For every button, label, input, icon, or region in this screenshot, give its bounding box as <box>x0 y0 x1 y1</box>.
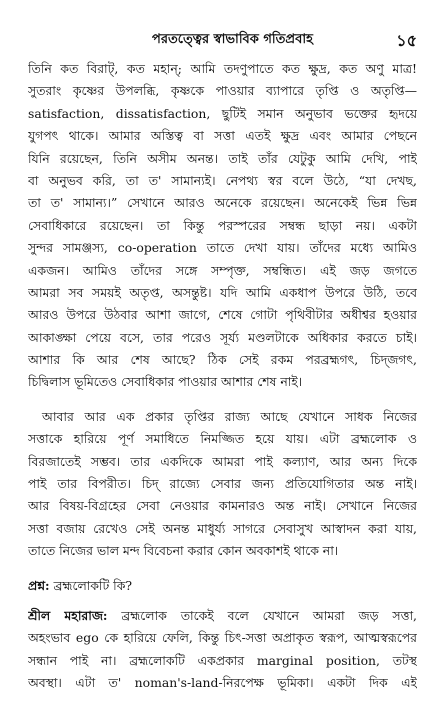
text-line: যুগপৎ থাকে। আমার অস্তিত্ব বা সত্তা এতই ক্ষুদ্র এবং আমার পেছনে <box>28 128 417 144</box>
text-line: সেবাধিকারে রয়েছেন। তা কিন্তু পরস্পরের সম্বন্ধ ছাড়া নয়। একটা <box>28 217 417 233</box>
text-line: আশার কি আর শেষ আছে? ঠিক সেই রকম পরব্রহ্মগৎ, চিদ্জগৎ, <box>28 352 417 368</box>
text-line: অহংভাব ego কে হারিয়ে ফেলি, কিন্তু চিৎ-সত্তা অপ্রাকৃত স্বরূপ, আত্মস্বরূপের <box>28 630 417 646</box>
text-line: অবস্থা। এটা ত' noman's-land-নিরপেক্ষ ভূমিকা। একটা দিক এই <box>28 675 417 691</box>
page-body <box>28 58 417 695</box>
text-line: সুতরাং কৃষ্ণের উপলব্ধি, কৃষ্ণকে পাওয়ার ব্যাপারে তৃপ্তি ও অতৃপ্তি— <box>28 83 417 99</box>
text-line: আরও উপরে উঠবার আশা জাগে, শেষে গোটা পৃথিবীটার অধীশ্বর হওয়ার <box>28 307 417 323</box>
text-line: আমরা সব সময়ই অতৃপ্ত, অসন্তুষ্ট। যদি আমি একধাপ উপরে উঠি, তবে <box>28 284 417 300</box>
running-title: পরতত্ত্বের স্বাভাবিক গতিপ্রবাহ <box>152 32 313 47</box>
section-gap <box>28 597 417 605</box>
text-line: satisfaction, dissatisfaction, ছুটিই সমান অনুভাব ভক্তের হৃদয়ে <box>28 105 417 121</box>
text-line: তা ত' সামান্য।” সেখানে আরও অনেকে রয়েছেন। অনেকেই ভিন্ন ভিন্ন <box>28 195 417 211</box>
paragraph-2 <box>28 406 417 563</box>
page-number: ১৫ <box>396 31 417 50</box>
text-line: তাতে নিজের ভাল মন্দ বিবেচনা করার কোন অবকাশই থাকে না। <box>28 543 339 559</box>
question-line <box>28 575 417 597</box>
answer-label: শ্রীল মহারাজ: <box>28 607 108 623</box>
text-line: তিনি কত বিরাট্, কত মহান্; আমি তদণুপাতে কত ক্ষুদ্র, কত অণু মাত্র! <box>28 61 417 76</box>
text-line: আর বিষয়-বিগ্রহের সেবা নেওয়ার কামনারও অন্ত নাই। সেখানে নিজের <box>28 498 417 514</box>
question-label: প্রশ্ন: <box>28 577 50 593</box>
text-line: চিদ্বিলাস ভূমিতেও সেবাধিকার পাওয়ার আশার শেষ নাই। <box>28 374 303 390</box>
answer <box>28 605 417 695</box>
text-line: যিনি রয়েছেন, তিনি অসীম অনন্ত। তাই তাঁর যেটুকু আমি দেখি, পাই <box>28 150 417 166</box>
text-line: ব্রহ্মলোক তাকেই বলে যেখানে আমরা জড় সত্তা, <box>121 607 417 623</box>
text-line: সত্তা বজায় রেখেও সেই অনন্ত মাধুর্য্য সাগরে সেবাসুখ আস্বাদন করা যায়, <box>28 520 417 536</box>
text-line: একজন। আমিও তাঁদের সঙ্গে সম্পৃক্ত, সম্বন্ধিত। এই জড় জগতে <box>28 262 417 278</box>
text-line: আকাঙ্ক্ষা পেয়ে বসে, তার পরেও সূর্য্য মণ্ডলটাকে অধিকার করতে চাই। <box>28 329 417 345</box>
page-header <box>28 28 417 50</box>
text-line: বা অনুভব করি, তা ত' সামান্যই। নেপথ্য স্বর বলে উঠে, “যা দেখছ, <box>28 172 417 188</box>
text-line: বিরজাতেই সম্ভব। তার একদিকে আমরা পাই কল্যাণ, আর অন্য দিকে <box>28 453 417 469</box>
paragraph-1 <box>28 58 417 394</box>
answer-first-line <box>28 605 417 627</box>
text-line: সুন্দর সামঞ্জস্য, co-operation তাতে দেখা যায়। তাঁদের মধ্যে আমিও <box>28 240 417 256</box>
text-line: আবার আর এক প্রকার তৃপ্তির রাজ্য আছে যেখানে সাধক নিজের <box>42 408 417 424</box>
paragraph-gap <box>28 394 417 406</box>
text-line: সন্ধান পাই না। ব্রহ্মলোকটি একপ্রকার marginal position, তটস্থ <box>28 652 417 668</box>
question-text: ব্রহ্মলোকটি কি? <box>53 577 133 593</box>
text-line: সত্তাকে হারিয়ে পূর্ণ সমাধিতে নিমজ্জিত হয়ে যায়। এটা ব্রহ্মলোক ও <box>28 431 417 447</box>
section-gap <box>28 563 417 575</box>
text-line: পাই তার বিপরীত। চিদ্ রাজ্যে সেবার জন্য প্রতিযোগিতার অন্ত নাই। <box>28 476 417 492</box>
